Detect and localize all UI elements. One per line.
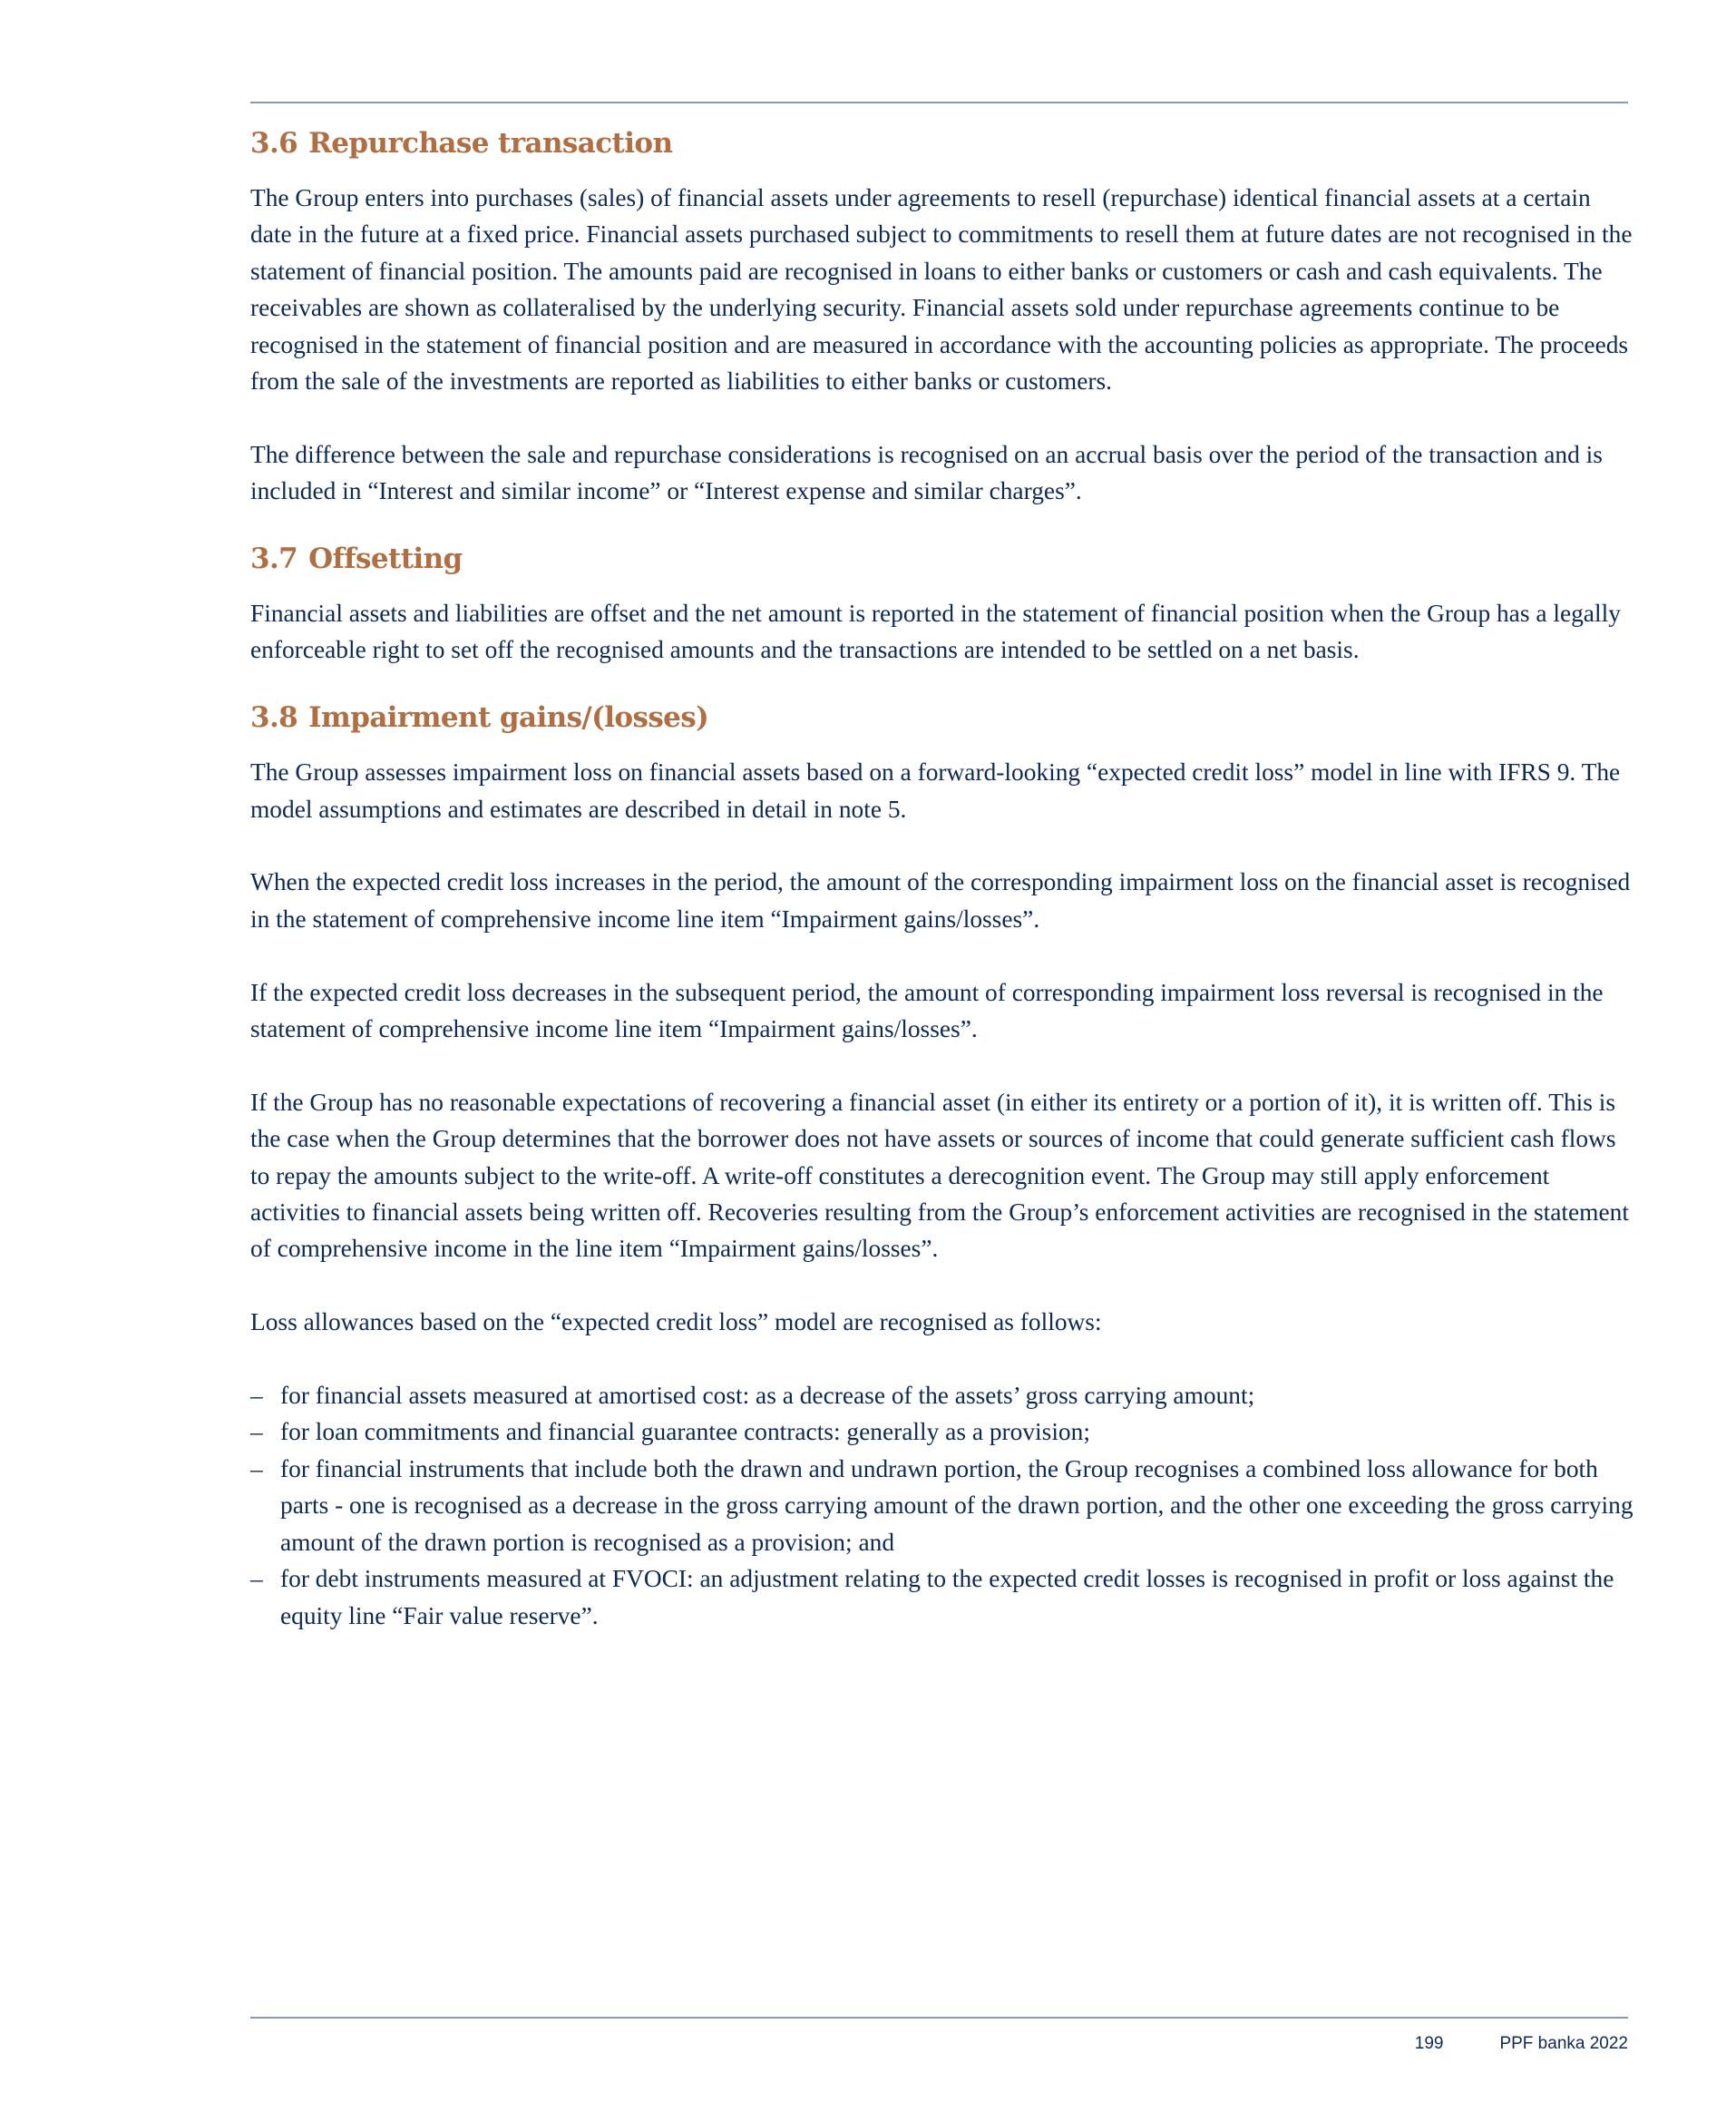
paragraph: The Group assesses impairment loss on financial assets based on a forward-looking “expected credit loss” model in line with IFRS 9. The model assumptions and estimates are described in detail in note 5.	[250, 758, 1621, 823]
section-heading	[250, 699, 1634, 736]
section-3-8	[250, 699, 1634, 1634]
list-item: – for financial assets measured at amortised cost: as a decrease of the assets’ gross carrying amount;	[250, 1377, 1634, 1413]
paragraph: If the expected credit loss decreases in the subsequent period, the amount of corresponding impairment loss reversal is recognised in the statement of comprehensive income line item “Impairment gains/losses”.	[250, 978, 1604, 1043]
section-title: Repurchase transaction	[308, 127, 673, 160]
paragraph: When the expected credit loss increases in the period, the amount of the corresponding impairment loss on the financial asset is recognised in the statement of comprehensive income line item “Impairment gains/losses”.	[250, 868, 1631, 933]
page-number: 199	[1414, 2034, 1444, 2053]
section-number: 3.8	[250, 701, 298, 735]
section-heading	[250, 125, 1634, 161]
footer-rule	[250, 2017, 1628, 2019]
section-number: 3.7	[250, 543, 298, 576]
header-rule	[250, 102, 1628, 103]
publication-name: PPF banka 2022	[1499, 2034, 1628, 2053]
paragraph: Financial assets and liabilities are offset and the net amount is reported in the statement of financial position when the Group has a legally enforceable right to set off the recognised amounts and the transactions are intended to be settled on a net basis.	[250, 600, 1621, 664]
section-number: 3.6	[250, 127, 298, 160]
list-item: – for financial instruments that include both the drawn and undrawn portion, the Group recognises a combined loss allowance for both parts - one is recognised as a decrease in the gross carrying amount of the drawn portion, and the other one exceeding the gross carrying amount of the drawn portion is recognised as a provision; and	[250, 1451, 1634, 1560]
section-heading	[250, 541, 1634, 577]
section-title: Impairment gains/(losses)	[308, 701, 709, 735]
paragraph: Loss allowances based on the “expected credit loss” model are recognised as follows:	[250, 1308, 1102, 1336]
section-3-7	[250, 541, 1634, 669]
loss-allowance-list	[250, 1377, 1634, 1634]
section-3-6	[250, 125, 1634, 510]
list-item: – for loan commitments and financial guarantee contracts: generally as a provision;	[250, 1413, 1634, 1450]
document-body	[250, 125, 1634, 1634]
paragraph: The Group enters into purchases (sales) of financial assets under agreements to resell (repurchase) identical financial assets at a certain date in the future at a fixed price. Financial assets purchased subject to commitments to resell them at future dates are not recognised in the statement of financial position. The amounts paid are recognised in loans to either banks or customers or cash and cash equivalents. The receivables are shown as collateralised by the underlying security. Financial assets sold under repurchase agreements continue to be recognised in the statement of financial position and are measured in accordance with the accounting policies as appropriate. The proceeds from the sale of the investments are reported as liabilities to either banks or customers.	[250, 184, 1633, 396]
section-title: Offsetting	[308, 543, 463, 576]
paragraph: If the Group has no reasonable expectations of recovering a financial asset (in either its entirety or a portion of it), it is written off. This is the case when the Group determines that the borrower does not have assets or sources of income that could generate sufficient cash flows to repay the amounts subject to the write-off. A write-off constitutes a derecognition event. The Group may still apply enforcement activities to financial assets being written off. Recoveries resulting from the Group’s enforcement activities are recognised in the statement of comprehensive income in the line item “Impairment gains/losses”.	[250, 1088, 1629, 1263]
list-item: – for debt instruments measured at FVOCI: an adjustment relating to the expected credit losses is recognised in profit or loss against the equity line “Fair value reserve”.	[250, 1560, 1634, 1634]
page-footer	[250, 2030, 1628, 2058]
paragraph: The difference between the sale and repurchase considerations is recognised on an accrual basis over the period of the transaction and is included in “Interest and similar income” or “Interest expense and similar charges”.	[250, 440, 1603, 505]
